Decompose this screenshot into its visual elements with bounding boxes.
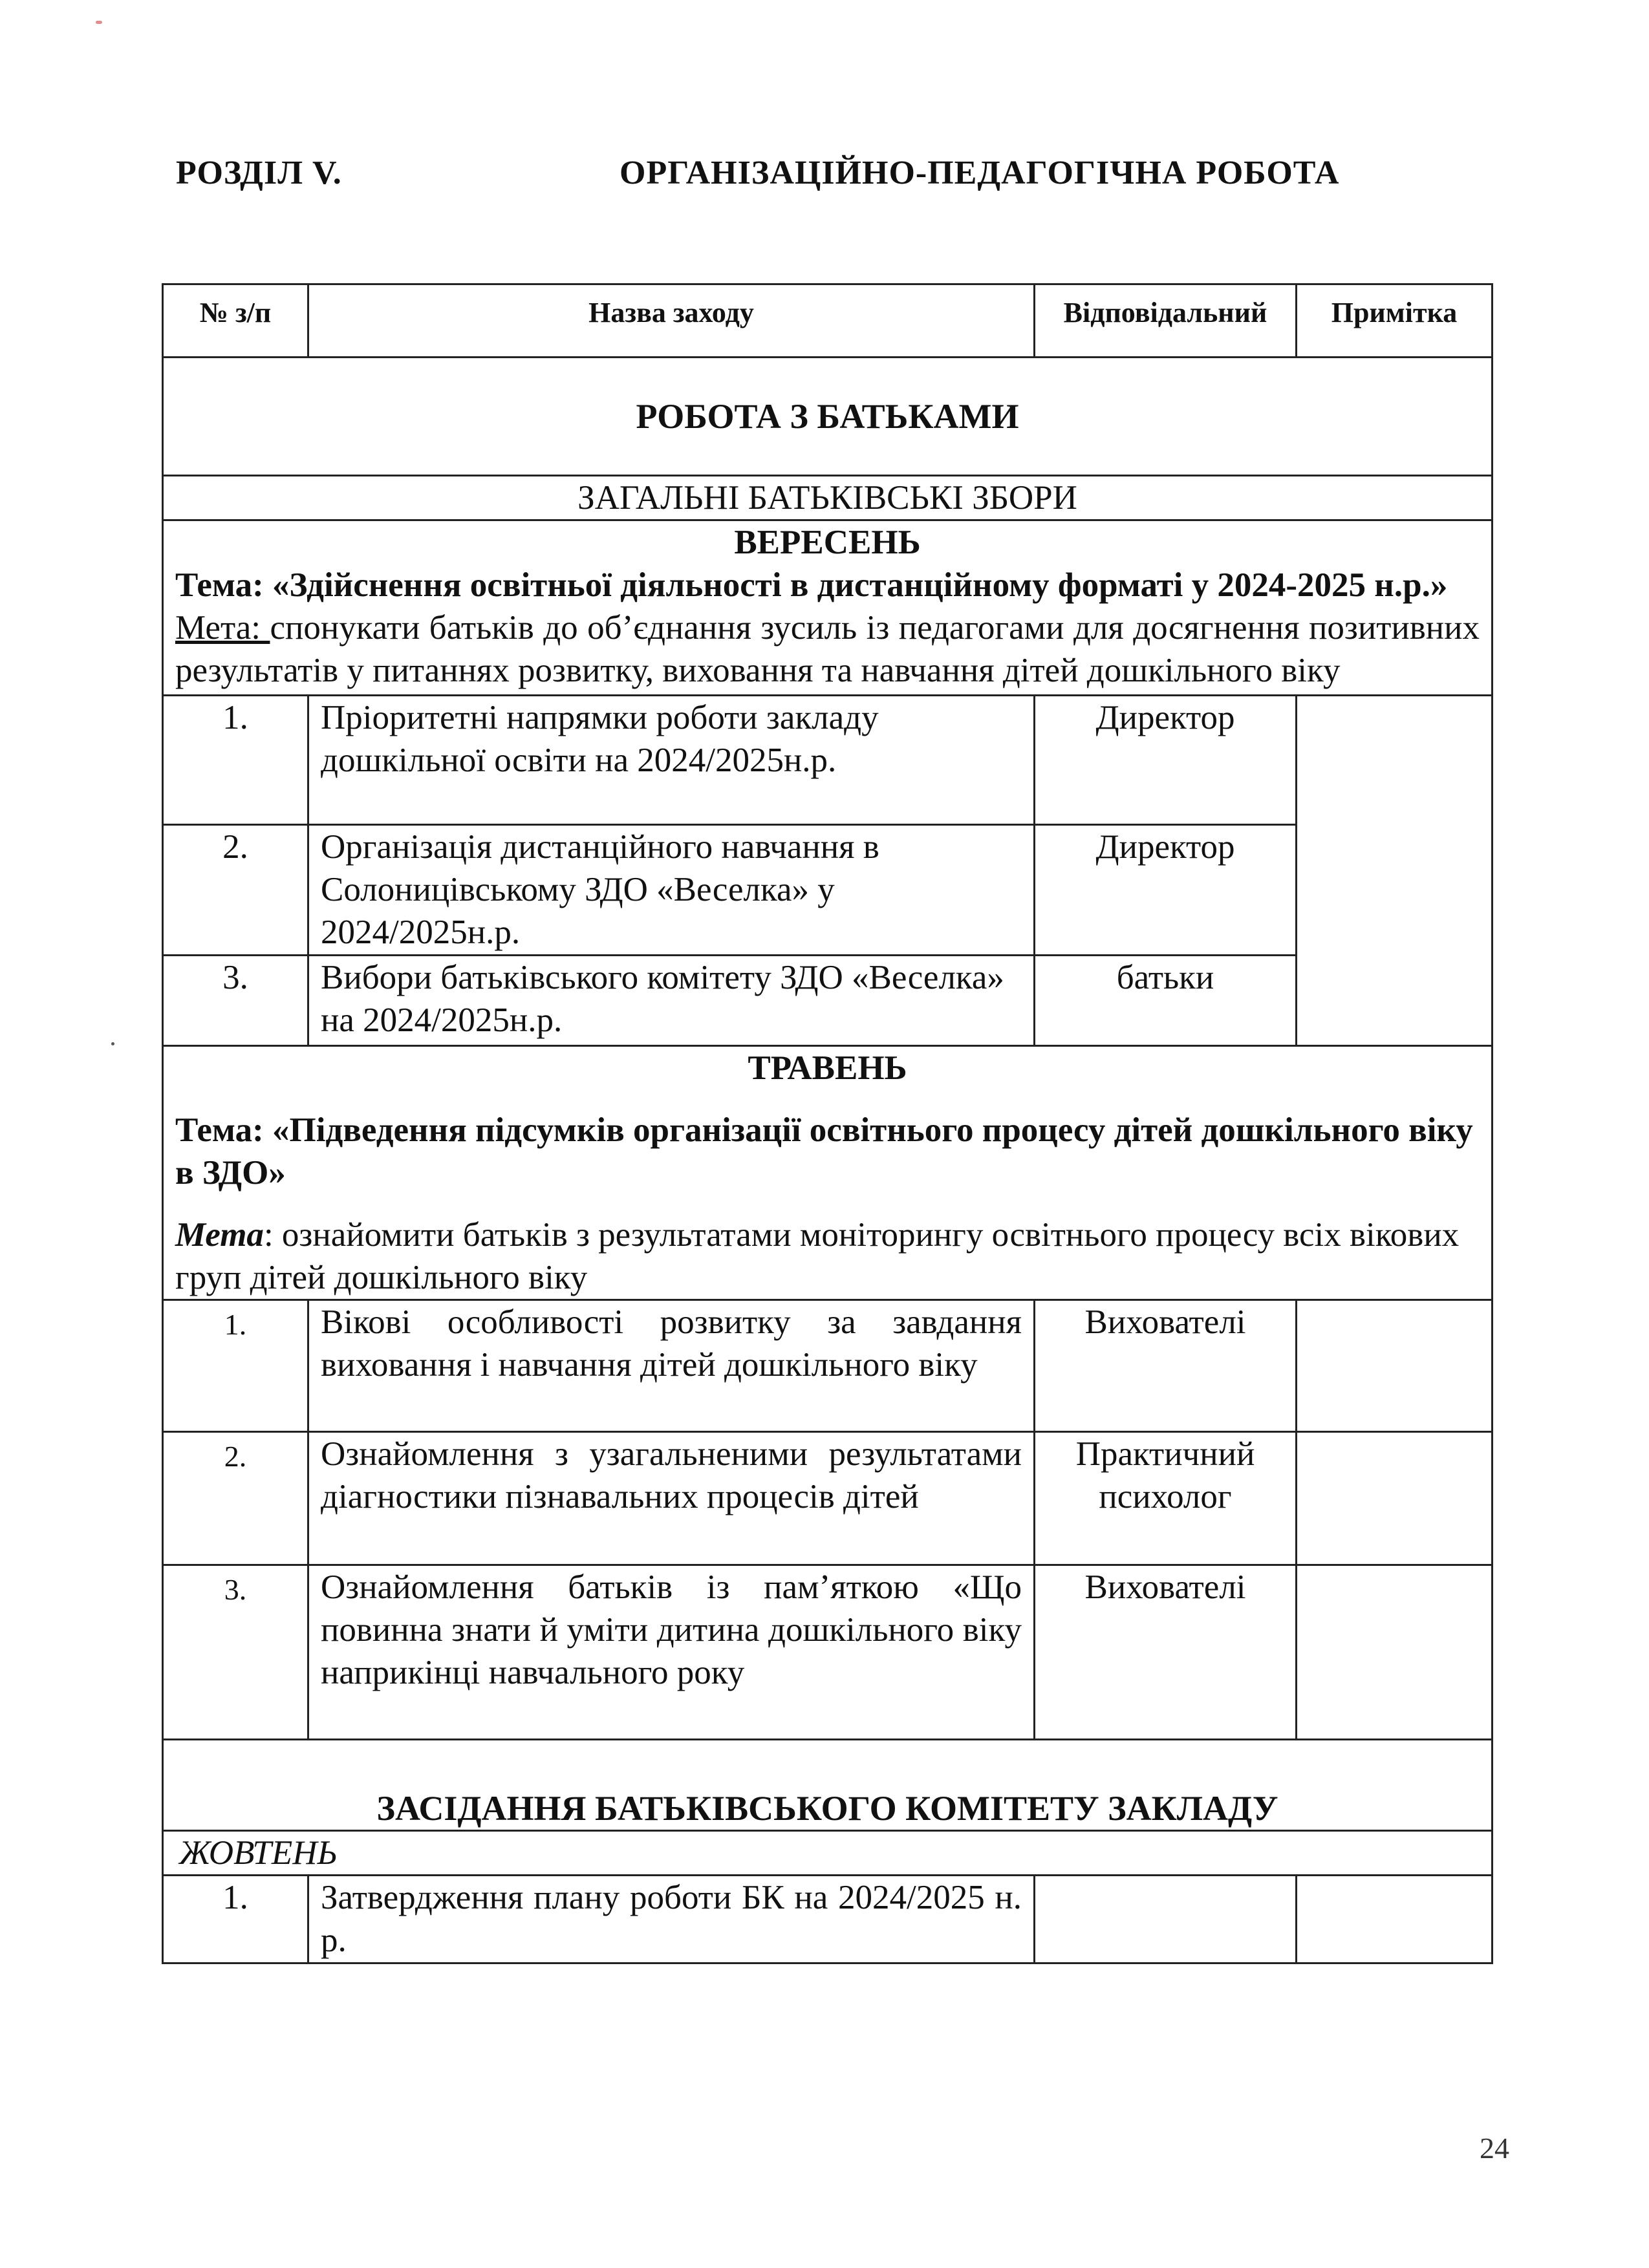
committee-title-row — [163, 1740, 1493, 1831]
row-responsible: Вихователі — [1035, 1565, 1297, 1740]
row-name: Вибори батьківського комітету ЗДО «Веселка» на 2024/2025н.р. — [308, 956, 1035, 1046]
table-row — [163, 956, 1493, 1046]
goal-label: Мета: — [175, 609, 270, 647]
row-responsible: Директор — [1035, 696, 1297, 825]
may-intro-row — [163, 1046, 1493, 1300]
page-number: 24 — [1480, 2132, 1509, 2165]
row-number: 3. — [163, 1565, 308, 1740]
row-number: 1. — [163, 1300, 308, 1432]
row-name: Пріоритетні напрямки роботи закладу дошкільної освіти на 2024/2025н.р. — [308, 696, 1035, 825]
goal-label: Мета — [175, 1216, 264, 1254]
row-number: 2. — [163, 825, 308, 956]
row-note — [1297, 1565, 1493, 1740]
row-name: Затвердження плану роботи БК на 2024/2025 н. р. — [308, 1876, 1035, 1963]
committee-month-row — [163, 1831, 1493, 1876]
general-meetings-row — [163, 476, 1493, 520]
scan-speck — [96, 21, 102, 24]
month-may: ТРАВЕНЬ — [748, 1049, 907, 1087]
work-plan-table — [162, 283, 1493, 1964]
row-note — [1297, 696, 1493, 1046]
committee-title: ЗАСІДАННЯ БАТЬКІВСЬКОГО КОМІТЕТУ ЗАКЛАДУ — [163, 1740, 1493, 1831]
goal-text: спонукати батьків до об’єднання зусиль із педагогами для досягнення позитивних результатів у питаннях розвитку, виховання та навчання дітей дошкільного віку — [175, 609, 1480, 689]
row-name: Ознайомлення з узагальненими результатами діагностики пізнавальних процесів дітей — [308, 1432, 1035, 1565]
scan-dot — [111, 1042, 114, 1045]
section-title: ОРГАНІЗАЦІЙНО-ПЕДАГОГІЧНА РОБОТА — [620, 155, 1340, 191]
general-meetings-title: ЗАГАЛЬНІ БАТЬКІВСЬКІ ЗБОРИ — [163, 476, 1493, 520]
table-row — [163, 696, 1493, 825]
table-row — [163, 825, 1493, 956]
header-cell-responsible: Відповідальний — [1035, 284, 1297, 358]
september-intro-row — [163, 520, 1493, 696]
row-responsible: батьки — [1035, 956, 1297, 1046]
row-number: 3. — [163, 956, 308, 1046]
row-number: 2. — [163, 1432, 308, 1565]
row-number: 1. — [163, 696, 308, 825]
row-number: 1. — [163, 1876, 308, 1963]
row-responsible: Вихователі — [1035, 1300, 1297, 1432]
section-number: РОЗДІЛ V. — [176, 155, 342, 191]
goal-text: : ознайомити батьків з результатами моніторингу освітнього процесу всіх вікових груп дітей дошкільного віку — [175, 1216, 1460, 1296]
september-goal — [175, 606, 1480, 692]
may-intro-cell — [163, 1046, 1493, 1300]
header-cell-note: Примітка — [1297, 284, 1493, 358]
may-goal — [175, 1214, 1480, 1299]
row-note — [1297, 1432, 1493, 1565]
row-responsible: Директор — [1035, 825, 1297, 956]
september-topic: Тема: «Здійснення освітньої діяльності в дистанційному форматі у 2024-2025 н.р.» — [175, 566, 1448, 604]
parents-work-title: РОБОТА З БАТЬКАМИ — [163, 358, 1493, 476]
row-note — [1297, 1300, 1493, 1432]
september-intro-cell — [163, 520, 1493, 696]
header-cell-name: Назва заходу — [308, 284, 1035, 358]
table-row — [163, 1565, 1493, 1740]
parents-work-title-row — [163, 358, 1493, 476]
may-topic: Тема: «Підведення підсумків організації освітнього процесу дітей дошкільного віку в ЗДО» — [175, 1111, 1473, 1192]
row-responsible: Практичний психолог — [1035, 1432, 1297, 1565]
month-october: ЖОВТЕНЬ — [163, 1831, 1493, 1876]
row-name: Вікові особливості розвитку за завдання виховання і навчання дітей дошкільного віку — [308, 1300, 1035, 1432]
row-responsible — [1035, 1876, 1297, 1963]
row-name: Ознайомлення батьків із пам’яткою «Що повинна знати й уміти дитина дошкільного віку наприкінці навчального року — [308, 1565, 1035, 1740]
row-note — [1297, 1876, 1493, 1963]
month-september: ВЕРЕСЕНЬ — [734, 524, 921, 561]
header-cell-number: № з/п — [163, 284, 308, 358]
table-header-row — [163, 284, 1493, 358]
table-row — [163, 1300, 1493, 1432]
row-name: Організація дистанційного навчання в Солоницівському ЗДО «Веселка» у 2024/2025н.р. — [308, 825, 1035, 956]
table-row — [163, 1876, 1493, 1963]
table-row — [163, 1432, 1493, 1565]
